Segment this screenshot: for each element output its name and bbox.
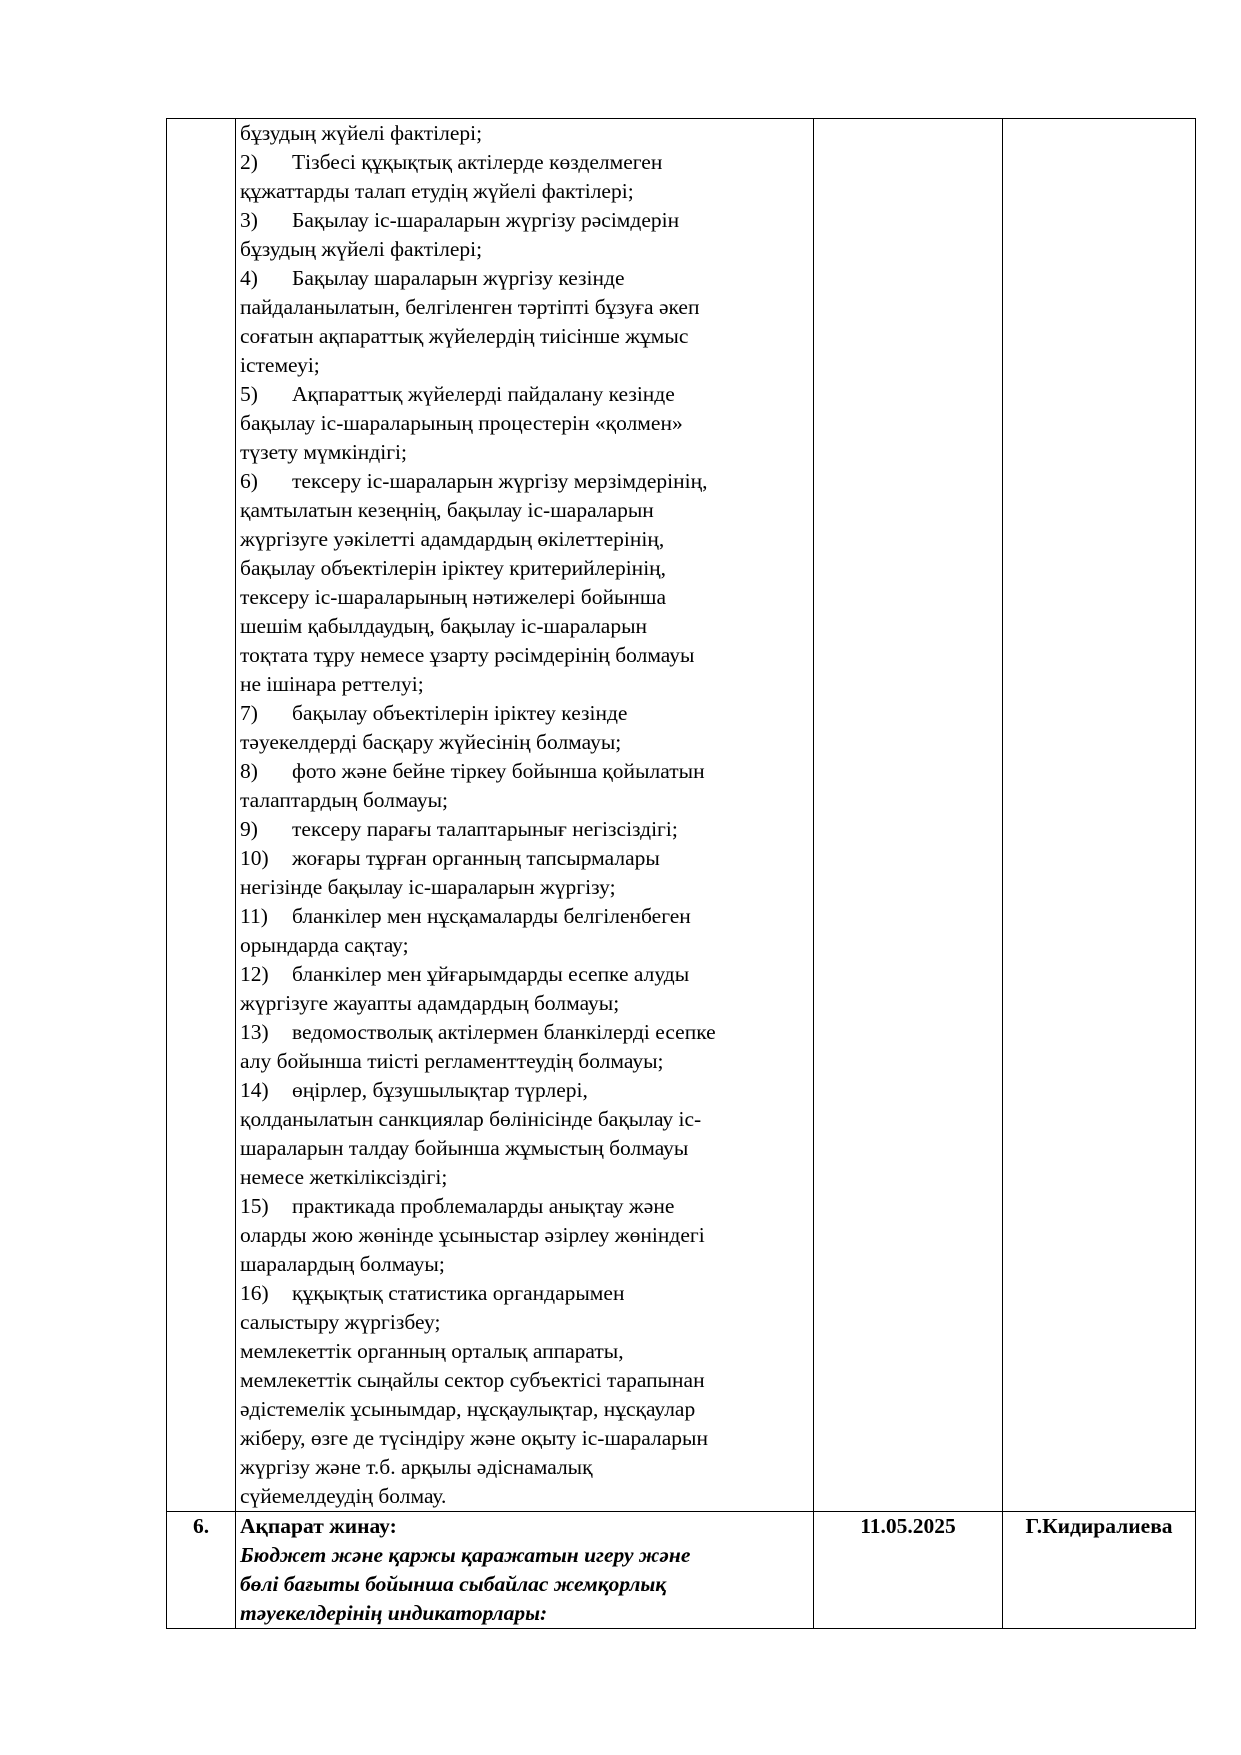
list-item <box>240 960 809 989</box>
list-item <box>240 409 809 438</box>
list-item-text: соғатын ақпараттық жүйелердің тиісінше жұмыс <box>240 324 689 348</box>
list-item <box>240 119 809 148</box>
list-item-text: пайдаланылатын, белгіленген тәртіпті бұзуға әкеп <box>240 295 700 319</box>
list-item-text: жүргізу және т.б. арқылы әдіснамалық <box>240 1455 593 1479</box>
list-item-number: 15) <box>240 1194 269 1218</box>
list-item-number: 7) <box>240 701 258 725</box>
list-item <box>240 1395 809 1424</box>
list-item <box>240 1221 809 1250</box>
list-item <box>240 1047 809 1076</box>
list-item-text: жоғары тұрған органның тапсырмалары <box>292 846 660 870</box>
list-item <box>240 1163 809 1192</box>
list-item <box>240 1250 809 1279</box>
list-item-number: 2) <box>240 150 258 174</box>
list-item-text: бұзудың жүйелі фактілері; <box>240 121 483 145</box>
row-content-cell <box>236 119 814 1512</box>
list-item <box>240 786 809 815</box>
list-item-text: түзету мүмкіндігі; <box>240 440 407 464</box>
responsible-cell: Г.Кидиралиева <box>1003 1512 1196 1629</box>
row-title: Ақпарат жинау: <box>240 1514 397 1538</box>
list-item-text: бақылау объектілерін іріктеу кезінде <box>292 701 628 725</box>
row-content-cell <box>236 1512 814 1629</box>
list-item <box>240 264 809 293</box>
list-item-text: оларды жою жөнінде ұсыныстар әзірлеу жөніндегі <box>240 1223 705 1247</box>
list-item-text: мемлекеттік сыңайлы сектор субъектісі тарапынан <box>240 1368 705 1392</box>
list-item <box>240 641 809 670</box>
list-item <box>240 699 809 728</box>
list-item <box>240 1018 809 1047</box>
list-item <box>240 438 809 467</box>
list-item-text: бақылау іс-шараларының процестерін «қолмен» <box>240 411 683 435</box>
list-item <box>240 1279 809 1308</box>
list-item-number: 3) <box>240 208 258 232</box>
list-item-text: немесе жеткіліксіздігі; <box>240 1165 448 1189</box>
row-subtitle-line: тәуекелдерінің индикаторлары: <box>240 1601 548 1625</box>
list-item <box>240 844 809 873</box>
list-item <box>240 1337 809 1366</box>
list-item <box>240 1076 809 1105</box>
list-item-text: Ақпараттық жүйелерді пайдалану кезінде <box>292 382 675 406</box>
list-item-text: қамтылатын кезеңнің, бақылау іс-шараларын <box>240 498 654 522</box>
row-number: 6. <box>167 1512 236 1629</box>
list-item-text: әдістемелік ұсынымдар, нұсқаулықтар, нұсқаулар <box>240 1397 696 1421</box>
list-item <box>240 1134 809 1163</box>
list-item-text: құжаттарды талап етудің жүйелі фактілері; <box>240 179 634 203</box>
list-item-text: құқықтық статистика органдарымен <box>292 1281 625 1305</box>
list-item-text: бақылау объектілерін іріктеу критерийлерінің, <box>240 556 667 580</box>
list-item <box>240 206 809 235</box>
row-subtitle-line: Бюджет және қаржы қаражатын игеру және <box>240 1543 691 1567</box>
list-item <box>240 612 809 641</box>
list-item <box>240 1366 809 1395</box>
list-item <box>240 322 809 351</box>
list-item <box>240 757 809 786</box>
list-item-text: алу бойынша тиісті регламенттеудің болмауы; <box>240 1049 664 1073</box>
list-item-text: орындарда сақтау; <box>240 933 409 957</box>
list-item-text: жіберу, өзге де түсіндіру және оқыту іс-шараларын <box>240 1426 708 1450</box>
list-item-number: 11) <box>240 904 268 928</box>
list-item-text: практикада проблемаларды анықтау және <box>292 1194 675 1218</box>
list-item-text: тәуекелдерді басқару жүйесінің болмауы; <box>240 730 622 754</box>
table-row <box>167 119 1196 1512</box>
list-item-number: 4) <box>240 266 258 290</box>
list-item-number: 16) <box>240 1281 269 1305</box>
list-item-text: бланкілер мен ұйғарымдарды есепке алуды <box>292 962 690 986</box>
plan-table <box>166 118 1196 1629</box>
list-item <box>240 467 809 496</box>
list-item <box>240 728 809 757</box>
list-item <box>240 380 809 409</box>
list-item-number: 9) <box>240 817 258 841</box>
list-item <box>240 148 809 177</box>
list-item <box>240 554 809 583</box>
list-item-text: Бақылау іс-шараларын жүргізу рәсімдерін <box>292 208 680 232</box>
list-item-text: тексеру іс-шараларын жүргізу мерзімдерінің, <box>292 469 708 493</box>
list-item-number: 13) <box>240 1020 269 1044</box>
list-item-text: талаптардың болмауы; <box>240 788 449 812</box>
list-item-text: бұзудың жүйелі фактілері; <box>240 237 483 261</box>
list-item <box>240 1192 809 1221</box>
list-item-text: Бақылау шараларын жүргізу кезінде <box>292 266 625 290</box>
responsible-cell <box>1003 119 1196 1512</box>
list-item <box>240 351 809 380</box>
list-item-text: фото және бейне тіркеу бойынша қойылатын <box>292 759 705 783</box>
list-item <box>240 931 809 960</box>
list-item-text: шараларын талдау бойынша жұмыстың болмауы <box>240 1136 689 1160</box>
list-item-text: Тізбесі құқықтық актілерде көзделмеген <box>292 150 663 174</box>
list-item-text: шешім қабылдаудың, бақылау іс-шараларын <box>240 614 648 638</box>
list-item-text: қолданылатын санкциялар бөлінісінде бақылау іс- <box>240 1107 702 1131</box>
list-item-text: жүргізуге жауапты адамдардың болмауы; <box>240 991 620 1015</box>
list-item <box>240 1424 809 1453</box>
list-item-number: 10) <box>240 846 269 870</box>
list-item <box>240 525 809 554</box>
row-number-cell <box>167 119 236 1512</box>
list-item-number: 14) <box>240 1078 269 1102</box>
list-item <box>240 815 809 844</box>
list-item <box>240 1105 809 1134</box>
list-item-text: не ішінара реттелуі; <box>240 672 424 696</box>
list-item-number: 8) <box>240 759 258 783</box>
list-item-text: істемеуі; <box>240 353 320 377</box>
list-item <box>240 177 809 206</box>
list-item-text: өңірлер, бұзушылықтар түрлері, <box>292 1078 588 1102</box>
row-subtitle-line: бөлі бағыты бойынша сыбайлас жемқорлық <box>240 1572 667 1596</box>
table-row <box>167 1512 1196 1629</box>
list-item-text: тексеру парағы талаптарынығ негізсіздігі; <box>292 817 678 841</box>
list-item-text: тоқтата тұру немесе ұзарту рәсімдерінің болмауы <box>240 643 695 667</box>
list-item <box>240 496 809 525</box>
list-item <box>240 989 809 1018</box>
list-item-text: бланкілер мен нұсқамаларды белгіленбеген <box>292 904 691 928</box>
list-item-text: шаралардың болмауы; <box>240 1252 445 1276</box>
list-item <box>240 235 809 264</box>
list-item-number: 6) <box>240 469 258 493</box>
list-item <box>240 1482 809 1511</box>
list-item-number: 5) <box>240 382 258 406</box>
list-item <box>240 583 809 612</box>
list-item-text: ведомостволық актілермен бланкілерді есепке <box>292 1020 716 1044</box>
list-item <box>240 1453 809 1482</box>
list-item-text: негізінде бақылау іс-шараларын жүргізу; <box>240 875 616 899</box>
list-item-text: мемлекеттік органның орталық аппараты, <box>240 1339 624 1363</box>
list-item-text: тексеру іс-шараларының нәтижелері бойынша <box>240 585 667 609</box>
list-item <box>240 293 809 322</box>
list-item-text: сүйемелдеудің болмау. <box>240 1484 447 1508</box>
date-cell: 11.05.2025 <box>814 1512 1003 1629</box>
list-item-text: салыстыру жүргізбеу; <box>240 1310 441 1334</box>
date-cell <box>814 119 1003 1512</box>
list-item <box>240 902 809 931</box>
list-item-number: 12) <box>240 962 269 986</box>
list-item <box>240 1308 809 1337</box>
list-item <box>240 670 809 699</box>
list-item-text: жүргізуге уәкілетті адамдардың өкілеттерінің, <box>240 527 665 551</box>
list-item <box>240 873 809 902</box>
